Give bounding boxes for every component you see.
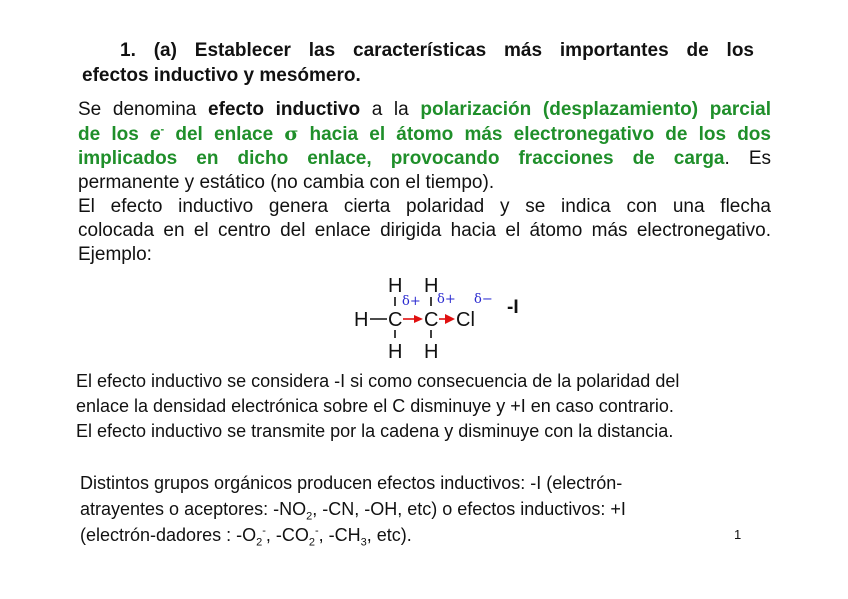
atom-h-left: H (354, 309, 369, 331)
para1-line-5: El efecto inductivo genera cierta polaridad y se indica con una flecha (78, 196, 771, 217)
section-title (82, 38, 754, 88)
page-number: 1 (734, 527, 742, 542)
atom-c-1: C (388, 309, 403, 331)
para1-line-2: de los e- del enlace σ hacia el átomo más electronegativo de los dos (78, 123, 771, 145)
atom-h-top-2: H (424, 275, 439, 297)
para1-line-1: Se denomina efecto inductivo a la polarización (desplazamiento) parcial (78, 99, 771, 120)
title-line-1: 1. (a) Establecer las características más importantes de los (120, 40, 754, 61)
chloroethane-structure (350, 270, 540, 362)
para3-line-1: Distintos grupos orgánicos producen efectos inductivos: -I (electrón- (80, 473, 623, 493)
atom-h-top-1: H (388, 275, 403, 297)
organic-groups-paragraph (80, 470, 700, 548)
atom-h-bottom-1: H (388, 341, 403, 362)
delta-minus-cl: δ− (474, 292, 493, 307)
atom-h-bottom-2: H (424, 341, 439, 362)
atom-c-2: C (424, 309, 439, 331)
delta-plus-c2: δ+ (437, 292, 456, 307)
para3-line-3: (electrón-dadores : $-O_2^-$, $-CO_2^-$, $-CH_3$, etc). (80, 525, 412, 549)
atom-cl: Cl (456, 309, 475, 331)
para2-line-2: enlace la densidad electrónica sobre el C disminuye y +I en caso contrario. (76, 396, 674, 416)
arrow-c1-c2-head (414, 315, 423, 323)
para1-line-4: permanente y estático (no cambia con el tiempo). (78, 172, 495, 193)
para3-line-2: atrayentes o aceptores: $-NO_2$, -CN, -OH, etc) o efectos inductivos: +I (80, 499, 626, 523)
title-line-2: efectos inductivo y mesómero. (82, 65, 361, 86)
arrow-c2-cl-head (445, 314, 455, 324)
definition-paragraph (78, 98, 771, 267)
para2-line-1: El efecto inductivo se considera -I si como consecuencia de la polaridad del (76, 371, 680, 391)
para1-line-3: implicados en dicho enlace, provocando fracciones de carga. Es (78, 148, 771, 169)
para1-line-6: colocada en el centro del enlace dirigida hacia el átomo más electronegativo. (78, 220, 771, 241)
delta-plus-c1: δ+ (402, 294, 421, 309)
para1-line-7: Ejemplo: (78, 244, 152, 265)
inductive-effect-paragraph (76, 369, 756, 444)
inductive-label: -I (507, 297, 519, 318)
para2-line-3: El efecto inductivo se transmite por la cadena y disminuye con la distancia. (76, 421, 674, 441)
